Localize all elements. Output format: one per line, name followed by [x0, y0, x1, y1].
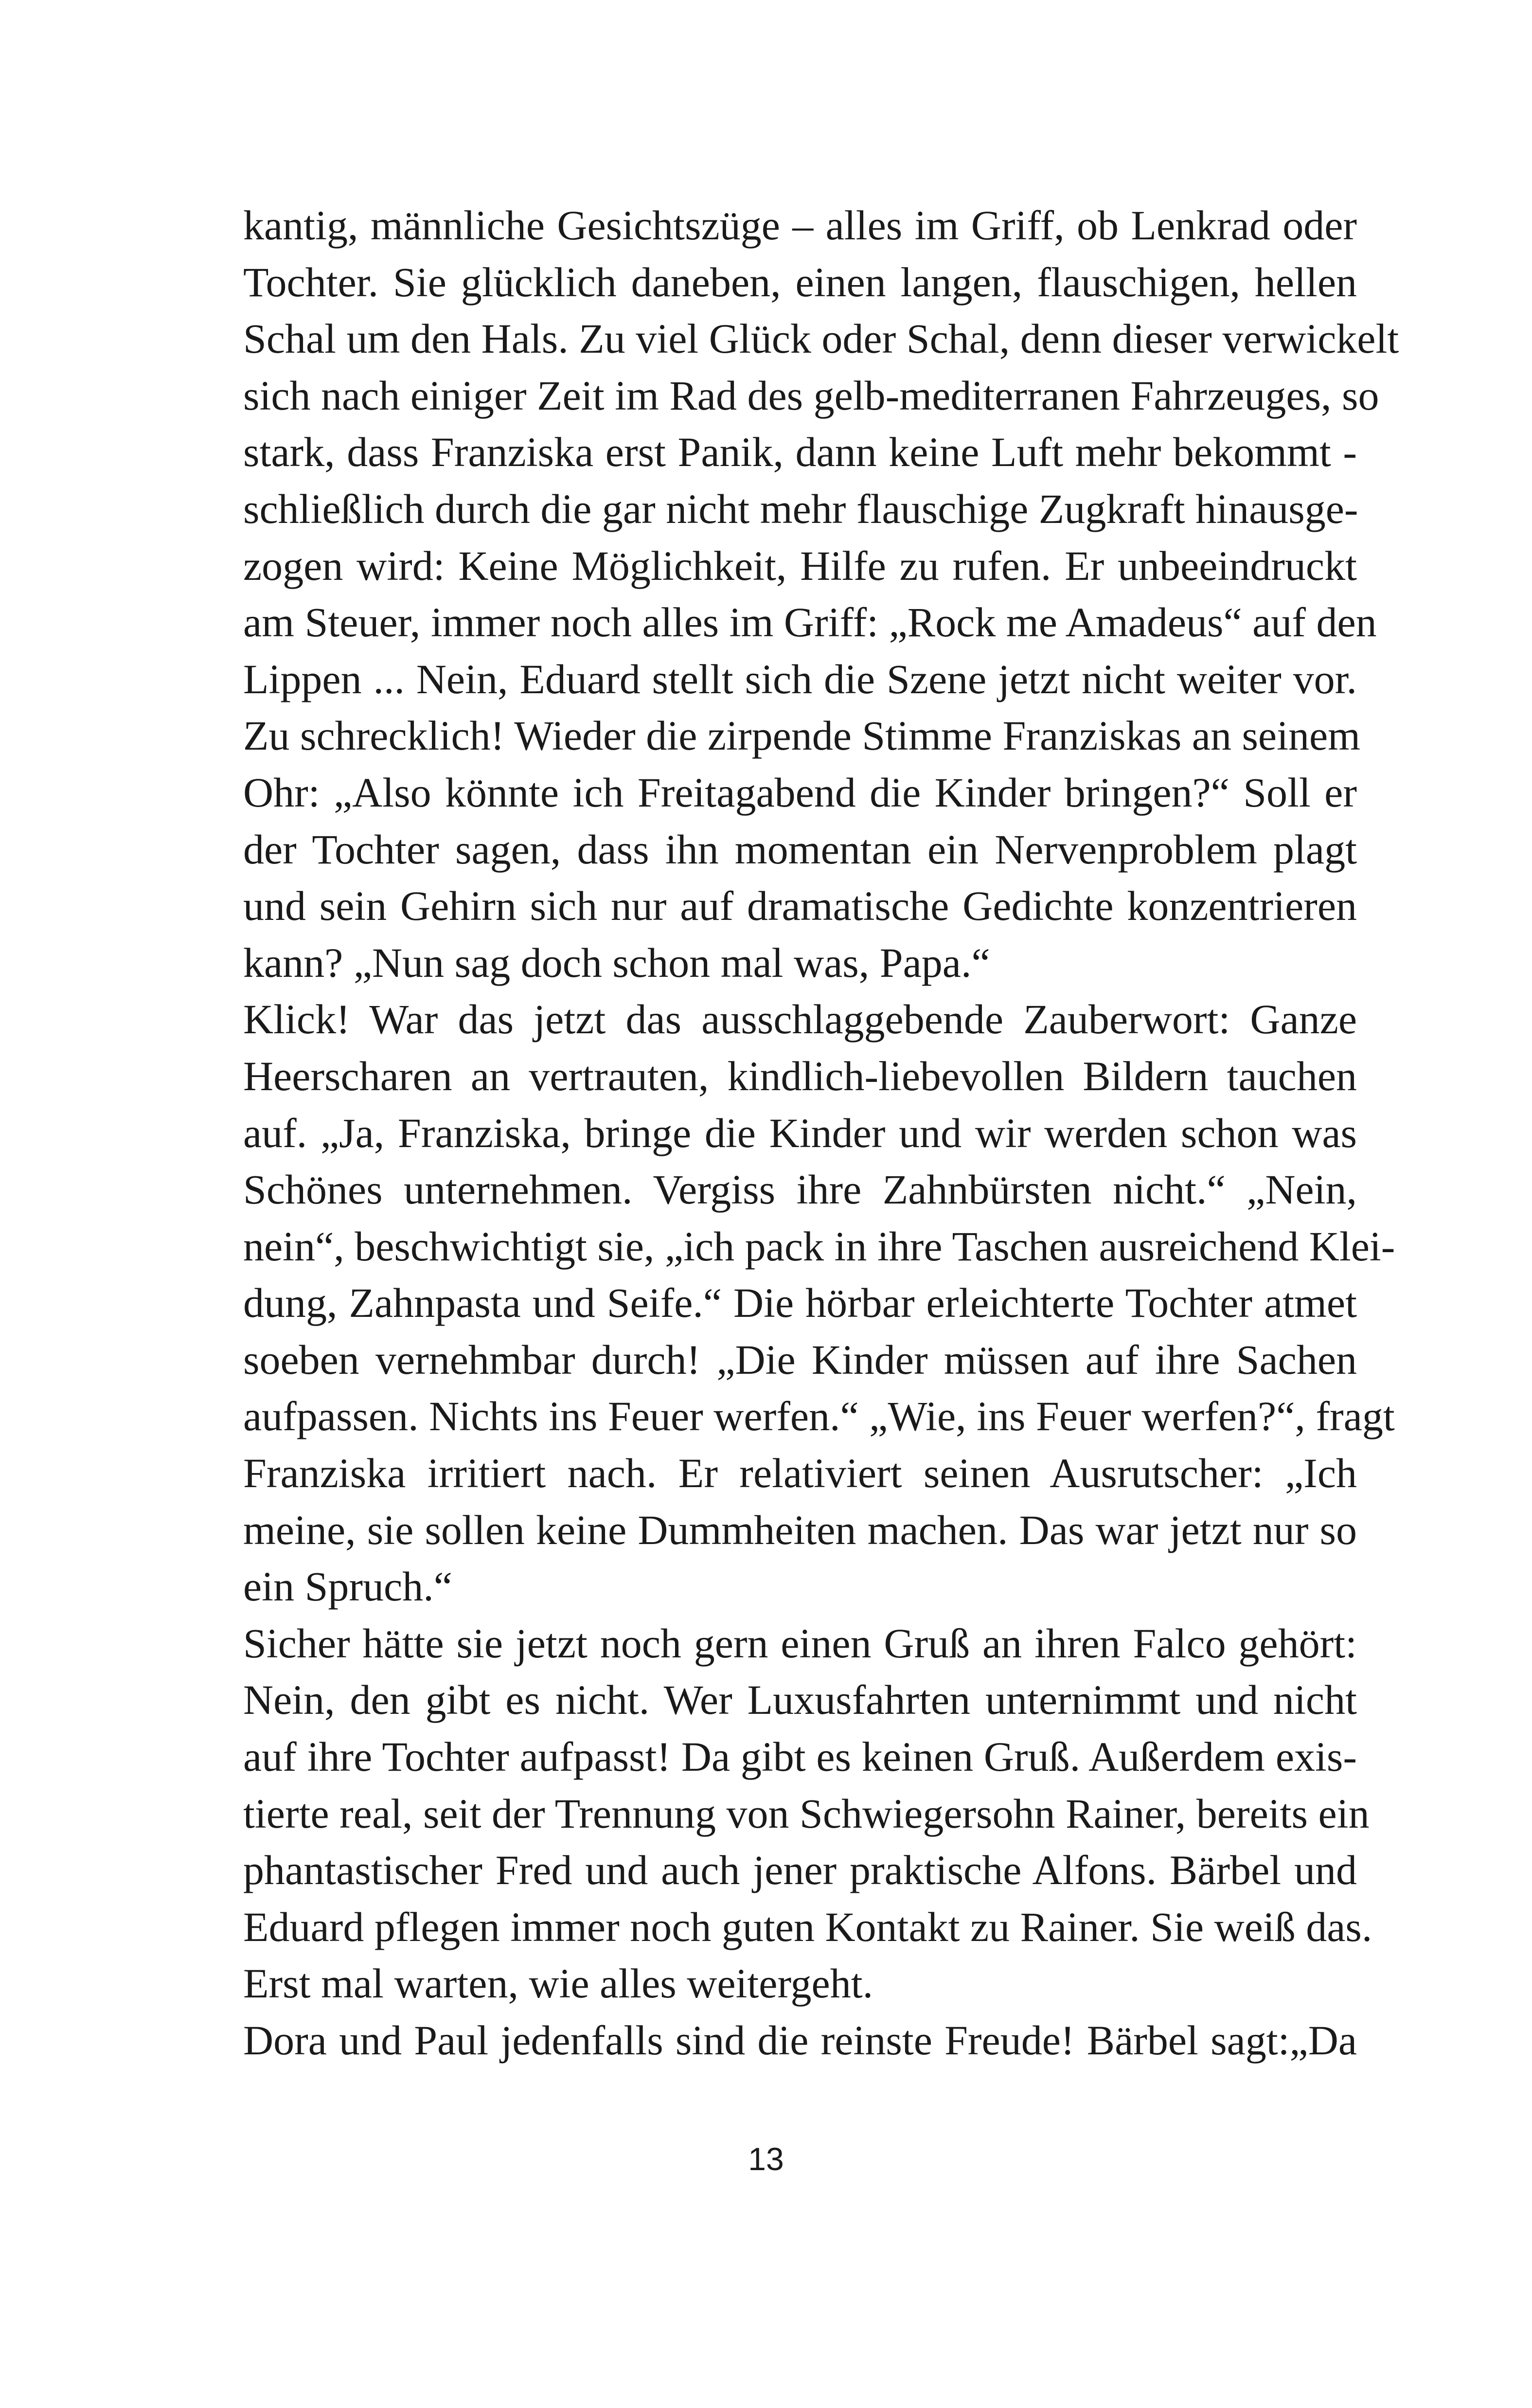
- text-line: zogen wird: Keine Möglichkeit, Hilfe zu rufen. Er unbeeindruckt: [243, 542, 1357, 589]
- text-line: kantig, männliche Gesichtszüge – alles im Griff, ob Lenkrad oder: [243, 202, 1357, 249]
- text-line: Eduard pflegen immer noch guten Kontakt zu Rainer. Sie weiß das.: [243, 1903, 1372, 1950]
- text-line: Nein, den gibt es nicht. Wer Luxusfahrten unternimmt und nicht: [243, 1676, 1357, 1724]
- text-line: Lippen ... Nein, Eduard stellt sich die Szene jetzt nicht weiter vor.: [243, 655, 1357, 702]
- text-line: Schönes unternehmen. Vergiss ihre Zahnbürsten nicht.“ „Nein,: [243, 1166, 1357, 1213]
- text-line: Ohr: „Also könnte ich Freitagabend die Kinder bringen?“ Soll er: [243, 769, 1357, 816]
- text-line: auf ihre Tochter aufpasst! Da gibt es keinen Gruß. Außerdem exis-: [243, 1733, 1357, 1780]
- body-text: [243, 197, 1399, 2069]
- page-number: 13: [748, 2141, 784, 2177]
- text-line: Dora und Paul jedenfalls sind die reinste Freude! Bärbel sagt:„Da: [243, 2017, 1357, 2064]
- text-line: und sein Gehirn sich nur auf dramatische Gedichte konzentrieren: [243, 882, 1357, 930]
- text-line: am Steuer, immer noch alles im Griff: „Rock me Amadeus“ auf den: [243, 599, 1377, 646]
- text-line: Klick! War das jetzt das ausschlaggebende Zauberwort: Ganze: [243, 996, 1357, 1043]
- text-line: auf. „Ja, Franziska, bringe die Kinder und wir werden schon was: [243, 1109, 1357, 1156]
- text-line: schließlich durch die gar nicht mehr flauschige Zugkraft hinausge-: [243, 485, 1358, 532]
- text-line: der Tochter sagen, dass ihn momentan ein Nervenproblem plagt: [243, 826, 1357, 873]
- text-line: meine, sie sollen keine Dummheiten machen. Das war jetzt nur so: [243, 1506, 1357, 1553]
- text-line: Tochter. Sie glücklich daneben, einen langen, flauschigen, hellen: [243, 258, 1357, 305]
- text-line: Schal um den Hals. Zu viel Glück oder Schal, denn dieser verwickelt: [243, 315, 1399, 362]
- text-line: tierte real, seit der Trennung von Schwiegersohn Rainer, bereits ein: [243, 1790, 1370, 1837]
- text-line: nein“, beschwichtigt sie, „ich pack in ihre Taschen ausreichend Klei-: [243, 1222, 1395, 1270]
- text-line: kann? „Nun sag doch schon mal was, Papa.“: [243, 939, 990, 986]
- text-line: Heerscharen an vertrauten, kindlich-liebevollen Bildern tauchen: [243, 1052, 1357, 1099]
- text-line: stark, dass Franziska erst Panik, dann keine Luft mehr bekommt -: [243, 429, 1357, 476]
- text-line: phantastischer Fred und auch jener praktische Alfons. Bärbel und: [243, 1847, 1357, 1894]
- text-line: sich nach einiger Zeit im Rad des gelb-mediterranen Fahrzeuges, so: [243, 372, 1379, 419]
- text-line: aufpassen. Nichts ins Feuer werfen.“ „Wie, ins Feuer werfen?“, fragt: [243, 1393, 1395, 1440]
- text-line: dung, Zahnpasta und Seife.“ Die hörbar erleichterte Tochter atmet: [243, 1279, 1357, 1327]
- text-line: Zu schrecklich! Wieder die zirpende Stimme Franziskas an seinem: [243, 712, 1361, 759]
- text-line: Erst mal warten, wie alles weitergeht.: [243, 1960, 873, 2007]
- text-line: Sicher hätte sie jetzt noch gern einen Gruß an ihren Falco gehört:: [243, 1619, 1357, 1667]
- text-line: Franziska irritiert nach. Er relativiert seinen Ausrutscher: „Ich: [243, 1450, 1357, 1497]
- text-line: ein Spruch.“: [243, 1563, 452, 1610]
- text-line: soeben vernehmbar durch! „Die Kinder müssen auf ihre Sachen: [243, 1336, 1357, 1383]
